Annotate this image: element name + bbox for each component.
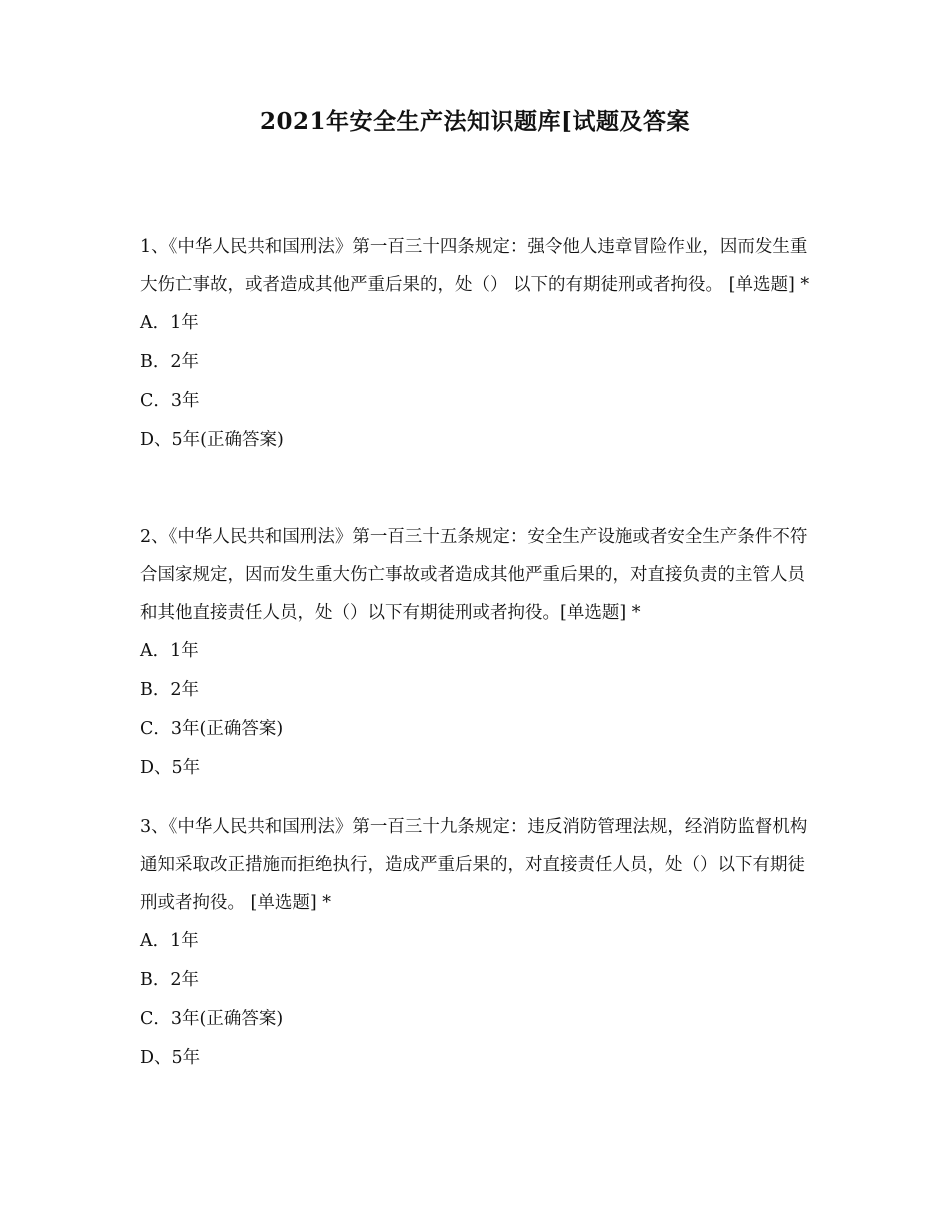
option-list <box>140 928 820 1084</box>
question-1 <box>140 228 820 466</box>
option-d: D、5年 <box>140 1048 201 1068</box>
option-a: A．1年 <box>140 641 199 661</box>
option-d: D、5年 <box>140 758 201 778</box>
option-b: B．2年 <box>140 680 199 700</box>
question-stem: 2、《中华人民共和国刑法》第一百三十五条规定：安全生产设施或者安全生产条件不符合国家规定，因而发生重大伤亡事故或者造成其他严重后果的，对直接负责的主管人员和其他直接责任人员，处（）以下有期徒刑或者拘役。[单选题] * <box>140 527 808 623</box>
option-c: C．3年 <box>140 391 200 411</box>
option-b: B．2年 <box>140 352 199 372</box>
question-3 <box>140 808 820 1084</box>
option-list <box>140 638 820 794</box>
question-stem: 3、《中华人民共和国刑法》第一百三十九条规定：违反消防管理法规，经消防监督机构通知采取改正措施而拒绝执行，造成严重后果的，对直接责任人员，处（）以下有期徒刑或者拘役。 [单选题] * <box>140 817 808 913</box>
question-2 <box>140 518 820 794</box>
option-b: B．2年 <box>140 970 199 990</box>
option-a: A．1年 <box>140 313 199 333</box>
option-c: C．3年(正确答案) <box>140 719 284 739</box>
question-stem: 1、《中华人民共和国刑法》第一百三十四条规定：强令他人违章冒险作业，因而发生重大伤亡事故，或者造成其他严重后果的，处（） 以下的有期徒刑或者拘役。 [单选题] * <box>140 237 810 295</box>
option-a: A．1年 <box>140 931 199 951</box>
document-title: 2021年安全生产法知识题库[试题及答案 <box>260 108 690 135</box>
option-c: C．3年(正确答案) <box>140 1009 284 1029</box>
option-list <box>140 310 820 466</box>
option-d: D、5年(正确答案) <box>140 430 284 450</box>
